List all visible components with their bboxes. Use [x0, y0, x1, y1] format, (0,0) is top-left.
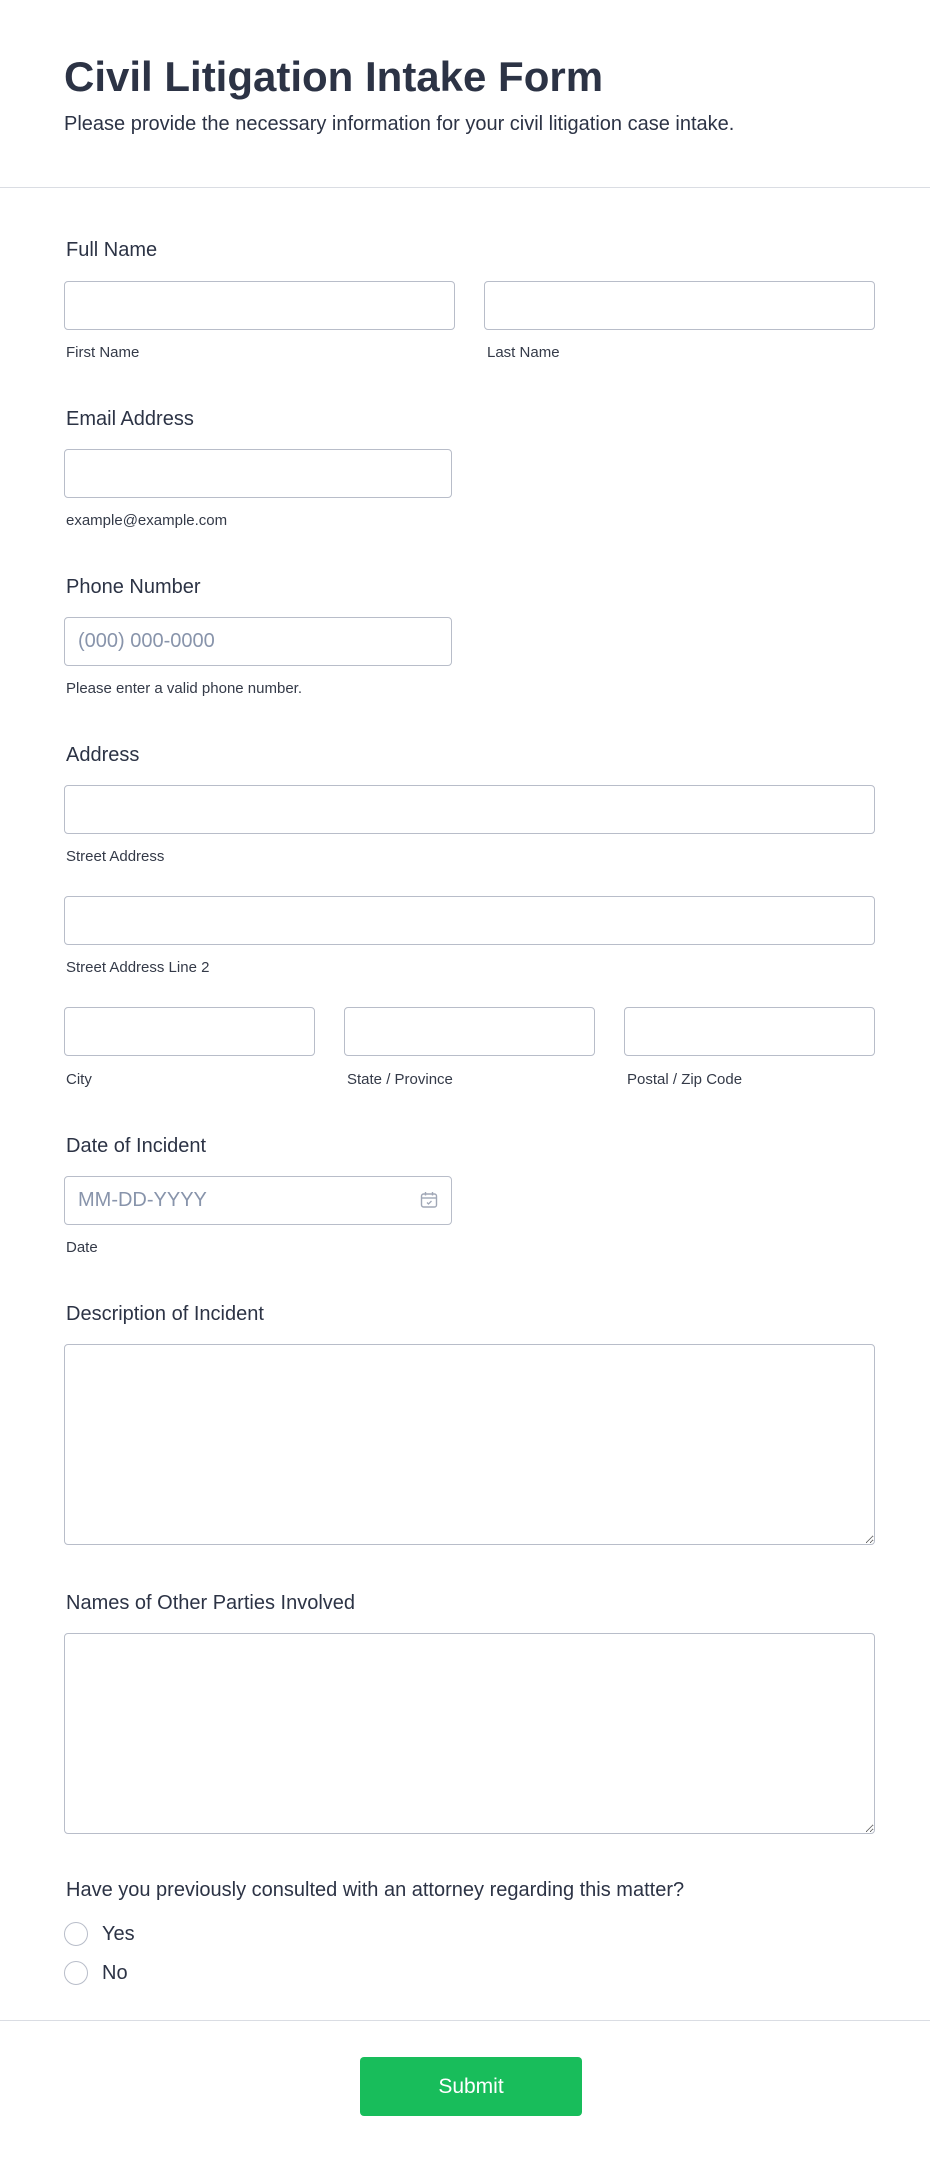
- email-input[interactable]: [64, 449, 452, 498]
- state-input[interactable]: [344, 1007, 595, 1056]
- other-parties-label: Names of Other Parties Involved: [66, 1592, 356, 1614]
- incident-date-sublabel: Date: [66, 1239, 98, 1256]
- incident-date-label: Date of Incident: [66, 1135, 207, 1157]
- email-label: Email Address: [66, 408, 194, 430]
- last-name-input[interactable]: [484, 281, 875, 330]
- zip-code-sublabel: Postal / Zip Code: [627, 1071, 743, 1088]
- phone-label: Phone Number: [66, 576, 201, 598]
- address-label: Address: [66, 744, 140, 766]
- city-input[interactable]: [64, 1007, 315, 1056]
- other-parties-textarea[interactable]: [64, 1633, 875, 1834]
- radio-circle-no[interactable]: [64, 1961, 88, 1985]
- description-label: Description of Incident: [66, 1303, 264, 1325]
- street-address-line2-input[interactable]: [64, 896, 875, 945]
- footer-divider: [0, 2020, 930, 2021]
- email-sublabel: example@example.com: [66, 512, 228, 529]
- street-address-line2-sublabel: Street Address Line 2: [66, 959, 210, 976]
- state-sublabel: State / Province: [347, 1071, 453, 1088]
- full-name-label: Full Name: [66, 239, 158, 261]
- description-textarea[interactable]: [64, 1344, 875, 1545]
- city-sublabel: City: [66, 1071, 92, 1088]
- form-header: [64, 52, 864, 138]
- form-title: Civil Litigation Intake Form: [64, 53, 604, 100]
- consulted-question: Have you previously consulted with an attorney regarding this matter?: [66, 1879, 685, 1901]
- consulted-option-yes[interactable]: [64, 1921, 135, 1947]
- consulted-option-no[interactable]: [64, 1960, 128, 1986]
- first-name-input[interactable]: [64, 281, 455, 330]
- incident-date-input[interactable]: [64, 1176, 452, 1225]
- form-subtitle: Please provide the necessary information for your civil litigation case intake.: [64, 113, 735, 135]
- radio-label-yes: Yes: [102, 1922, 135, 1945]
- last-name-sublabel: Last Name: [487, 344, 560, 361]
- radio-circle-yes[interactable]: [64, 1922, 88, 1946]
- header-divider: [0, 187, 930, 188]
- street-address-sublabel: Street Address: [66, 848, 165, 865]
- radio-label-no: No: [102, 1961, 128, 1984]
- submit-button[interactable]: Submit: [360, 2057, 582, 2116]
- zip-code-input[interactable]: [624, 1007, 875, 1056]
- calendar-icon[interactable]: [420, 1191, 438, 1209]
- first-name-sublabel: First Name: [66, 344, 140, 361]
- phone-input[interactable]: [64, 617, 452, 666]
- street-address-input[interactable]: [64, 785, 875, 834]
- phone-sublabel: Please enter a valid phone number.: [66, 680, 302, 697]
